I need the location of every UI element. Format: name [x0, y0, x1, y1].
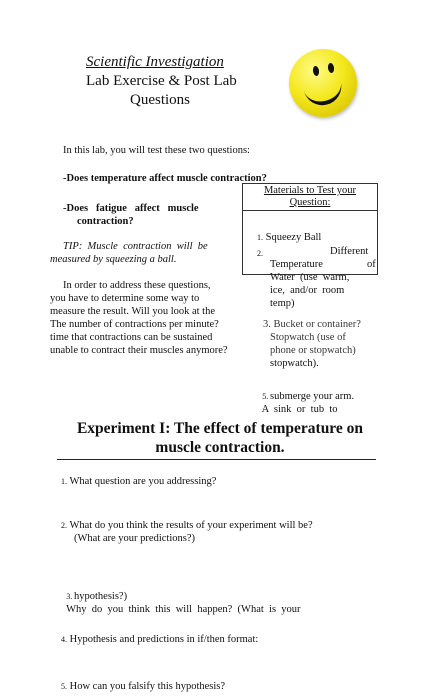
materials-item-3-overlap: 3. Bucket or container?	[263, 319, 361, 330]
question-fatigue-line2: contraction?	[77, 216, 134, 227]
post-lab-question-2-number: 2.	[61, 521, 67, 530]
paragraph-line6: unable to contract their muscles anymore?	[50, 345, 228, 356]
materials-item-2-line5: temp)	[270, 298, 295, 309]
paragraph-line2: you have to determine some way to	[50, 293, 200, 304]
materials-item-5-line2: submerge your arm.	[270, 391, 355, 402]
post-lab-question-1	[61, 475, 216, 488]
intro-text: In this lab, you will test these two questions:	[63, 145, 250, 156]
materials-item-1-number: 1.	[257, 233, 263, 242]
materials-header	[243, 184, 377, 211]
paragraph-line3: measure the result. Will you look at the	[50, 306, 216, 317]
tip-line2: measured by squeezing a ball.	[50, 254, 177, 265]
experiment-title-line2: muscle contraction.	[155, 439, 285, 456]
post-lab-question-5-number: 5.	[61, 682, 67, 691]
post-lab-question-4	[61, 633, 258, 646]
experiment-title-line1: Experiment I: The effect of temperature on	[76, 420, 364, 437]
materials-item-2-line4: ice, and/or room	[270, 285, 345, 296]
post-lab-question-3-number: 3.	[66, 592, 73, 601]
post-lab-question-5	[61, 680, 225, 693]
smiley-face-image	[289, 49, 357, 117]
smiley-mouth	[303, 77, 346, 109]
materials-item-2-line1: Different	[330, 246, 369, 257]
document-title: Scientific Investigation	[86, 54, 224, 70]
materials-item-4-line1: Stopwatch (use of	[270, 332, 346, 343]
materials-item-4-line2: phone or stopwatch)	[270, 345, 356, 356]
post-lab-question-3-line2: hypothesis?)	[74, 591, 128, 602]
smiley-right-eye	[327, 63, 334, 74]
materials-item-2-number: 2.	[257, 249, 263, 258]
question-fatigue-line1: -Does fatigue affect muscle	[63, 203, 199, 214]
post-lab-question-1-text: What question are you addressing?	[69, 476, 217, 487]
post-lab-question-4-text: Hypothesis and predictions in if/then format:	[69, 634, 259, 645]
tip-line1: TIP: Muscle contraction will be	[63, 241, 208, 252]
paragraph-line1: In order to address these questions,	[63, 280, 211, 291]
document-subtitle-line1: Lab Exercise & Post Lab	[86, 73, 237, 89]
post-lab-question-4-number: 4.	[61, 635, 67, 644]
post-lab-question-2	[61, 519, 313, 532]
post-lab-question-2-text: What do you think the results of your experiment will be?	[69, 520, 313, 531]
materials-header-line1: Materials to Test your	[263, 185, 357, 196]
materials-item-2-line3: Water (use warm,	[270, 272, 350, 283]
post-lab-question-2-line2: (What are your predictions?)	[74, 533, 195, 544]
materials-item-1	[257, 231, 321, 244]
document-subtitle-line2: Questions	[130, 92, 190, 108]
experiment-title-underline	[57, 459, 376, 460]
materials-item-2-line2b: of	[367, 259, 376, 270]
materials-item-1-text: Squeezy Ball	[265, 232, 322, 243]
post-lab-question-3-text: Why do you think this will happen? (What is your	[66, 604, 301, 615]
smiley-left-eye	[312, 66, 319, 77]
materials-header-line2: Question:	[289, 197, 331, 208]
post-lab-question-5-text: How can you falsify this hypothesis?	[69, 681, 226, 692]
paragraph-line4: The number of contractions per minute?	[50, 319, 219, 330]
materials-item-5-text: A sink or tub to	[261, 404, 338, 415]
post-lab-question-1-number: 1.	[61, 477, 67, 486]
question-temperature: -Does temperature affect muscle contraction?	[63, 173, 267, 184]
materials-item-5-number: 5.	[262, 392, 269, 401]
materials-item-2-line2a: Temperature	[270, 259, 323, 270]
paragraph-line5: time that contractions can be sustained	[50, 332, 213, 343]
materials-item-4-line3: stopwatch).	[270, 358, 319, 369]
